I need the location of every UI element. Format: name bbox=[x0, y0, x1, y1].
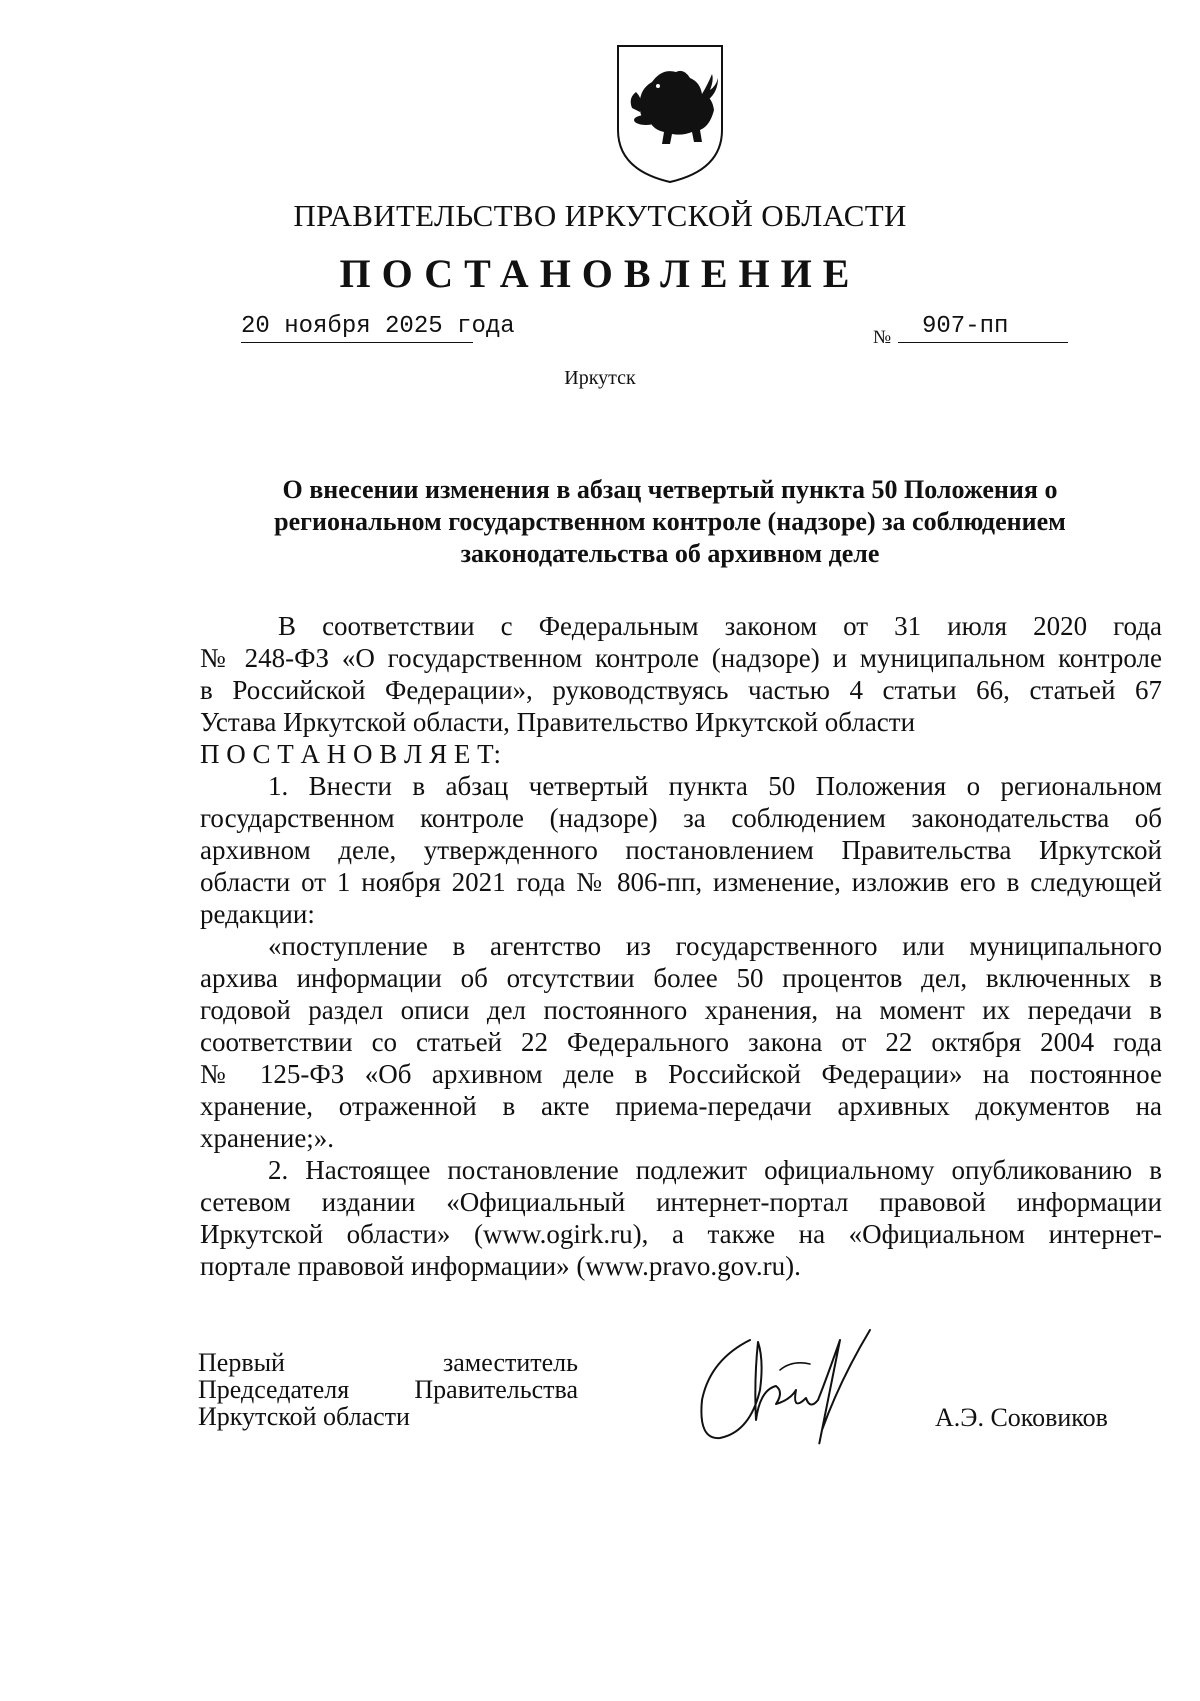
body-line: портале правовой информации» (www.pravo.gov.ru). bbox=[200, 1251, 801, 1281]
body-line: сетевом издании «Официальный интернет-портал правовой информации bbox=[200, 1187, 1162, 1217]
position-line: Первый заместитель bbox=[198, 1348, 578, 1377]
signatory-name: А.Э. Соковиков bbox=[935, 1403, 1108, 1432]
position-line: Председателя Правительства bbox=[198, 1375, 578, 1404]
signatory-position bbox=[198, 1349, 578, 1430]
document-type: ПОСТАНОВЛЕНИЕ bbox=[339, 251, 861, 296]
city: Иркутск bbox=[564, 367, 636, 389]
title-line: региональном государственном контроле (надзоре) за соблюдением bbox=[274, 507, 1066, 536]
title-line: О внесении изменения в абзац четвертый пункта 50 Положения о bbox=[282, 475, 1058, 504]
body-line: в Российской Федерации», руководствуясь частью 4 статьи 66, статьей 67 bbox=[200, 675, 1162, 705]
body-line: архивном деле, утвержденного постановлением Правительства Иркутской bbox=[200, 835, 1162, 865]
body-line: В соответствии с Федеральным законом от 31 июля 2020 года bbox=[278, 611, 1162, 641]
body-line: 2. Настоящее постановление подлежит официальному опубликованию в bbox=[268, 1155, 1162, 1185]
body-line: государственном контроле (надзоре) за соблюдением законодательства об bbox=[200, 803, 1162, 833]
body-line: редакции: bbox=[200, 899, 315, 929]
body-line: Устава Иркутской области, Правительство Иркутской области bbox=[200, 707, 916, 737]
number-sign: № bbox=[873, 327, 892, 348]
document-number: 907-пп bbox=[898, 313, 1068, 343]
document-date: 20 ноября 2025 года bbox=[241, 313, 473, 343]
resolves-word: П О С Т А Н О В Л Я Е Т: bbox=[200, 739, 502, 769]
body-line: архива информации об отсутствии более 50 процентов дел, включенных в bbox=[200, 963, 1162, 993]
document-title bbox=[240, 474, 1100, 570]
position-line: Иркутской области bbox=[198, 1402, 410, 1431]
organization-name: ПРАВИТЕЛЬСТВО ИРКУТСКОЙ ОБЛАСТИ bbox=[293, 198, 907, 233]
title-line: законодательства об архивном деле bbox=[460, 539, 880, 568]
body-line: хранение;». bbox=[200, 1123, 335, 1153]
body-line: 1. Внести в абзац четвертый пункта 50 Положения о региональном bbox=[268, 771, 1162, 801]
body-line: № 125-ФЗ «Об архивном деле в Российской Федерации» на постоянное bbox=[200, 1059, 1162, 1089]
body-line: Иркутской области» (www.ogirk.ru), а также на «Официальном интернет- bbox=[200, 1219, 1162, 1249]
irkutsk-coat-of-arms-icon bbox=[610, 38, 730, 188]
handwritten-signature-icon bbox=[680, 1320, 910, 1470]
body-line: годовой раздел описи дел постоянного хранения, на момент их передачи в bbox=[200, 995, 1162, 1025]
body-line: области от 1 ноября 2021 года № 806-пп, изменение, изложив его в следующей bbox=[200, 867, 1162, 897]
body-line: соответствии со статьей 22 Федерального закона от 22 октября 2004 года bbox=[200, 1027, 1162, 1057]
body-line: «поступление в агентство из государственного или муниципального bbox=[268, 931, 1162, 961]
body-line: № 248-ФЗ «О государственном контроле (надзоре) и муниципальном контроле bbox=[200, 643, 1162, 673]
body-line: хранение, отраженной в акте приема-передачи архивных документов на bbox=[200, 1091, 1162, 1121]
